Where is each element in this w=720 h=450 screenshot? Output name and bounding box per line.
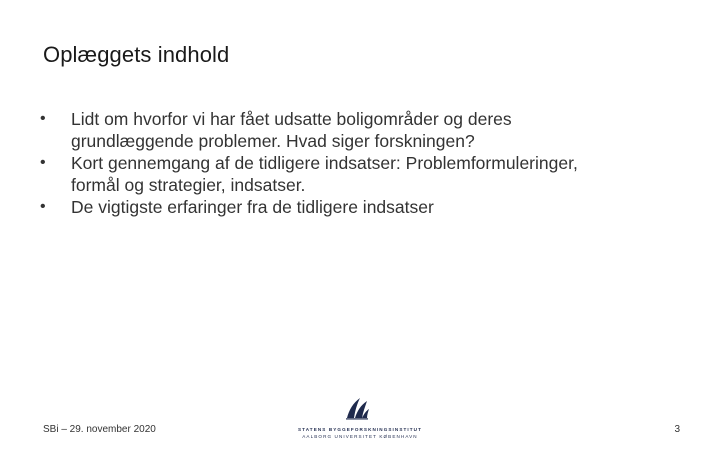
bullet-marker: • bbox=[40, 110, 46, 127]
bullet-marker: • bbox=[40, 154, 46, 171]
bullet-line: Lidt om hvorfor vi har fået udsatte boligområder og deres bbox=[71, 109, 512, 129]
bullet-line: grundlæggende problemer. Hvad siger forskningen? bbox=[71, 131, 475, 151]
bullet-item bbox=[40, 108, 700, 152]
bullet-line: formål og strategier, indsatser. bbox=[71, 175, 306, 195]
page-number: 3 bbox=[674, 424, 680, 435]
bullet-item bbox=[40, 196, 700, 218]
bullet-item bbox=[40, 152, 700, 196]
logo-text-line-1: STATENS BYGGEFORSKNINGSINSTITUT bbox=[297, 427, 423, 432]
institution-logo bbox=[296, 396, 424, 440]
bullet-line: Kort gennemgang af de tidligere indsatser: Problemformuleringer, bbox=[71, 153, 578, 173]
slide-title: Oplæggets indhold bbox=[43, 42, 230, 67]
logo-text-line-2: AALBORG UNIVERSITET KØBENHAVN bbox=[302, 434, 418, 439]
bullet-list bbox=[40, 108, 700, 218]
footer-date: SBi – 29. november 2020 bbox=[43, 424, 156, 435]
bullet-line: De vigtigste erfaringer fra de tidligere indsatser bbox=[71, 197, 434, 217]
bullet-marker: • bbox=[40, 198, 46, 215]
aau-sailing-ship-logo-icon bbox=[344, 396, 370, 420]
